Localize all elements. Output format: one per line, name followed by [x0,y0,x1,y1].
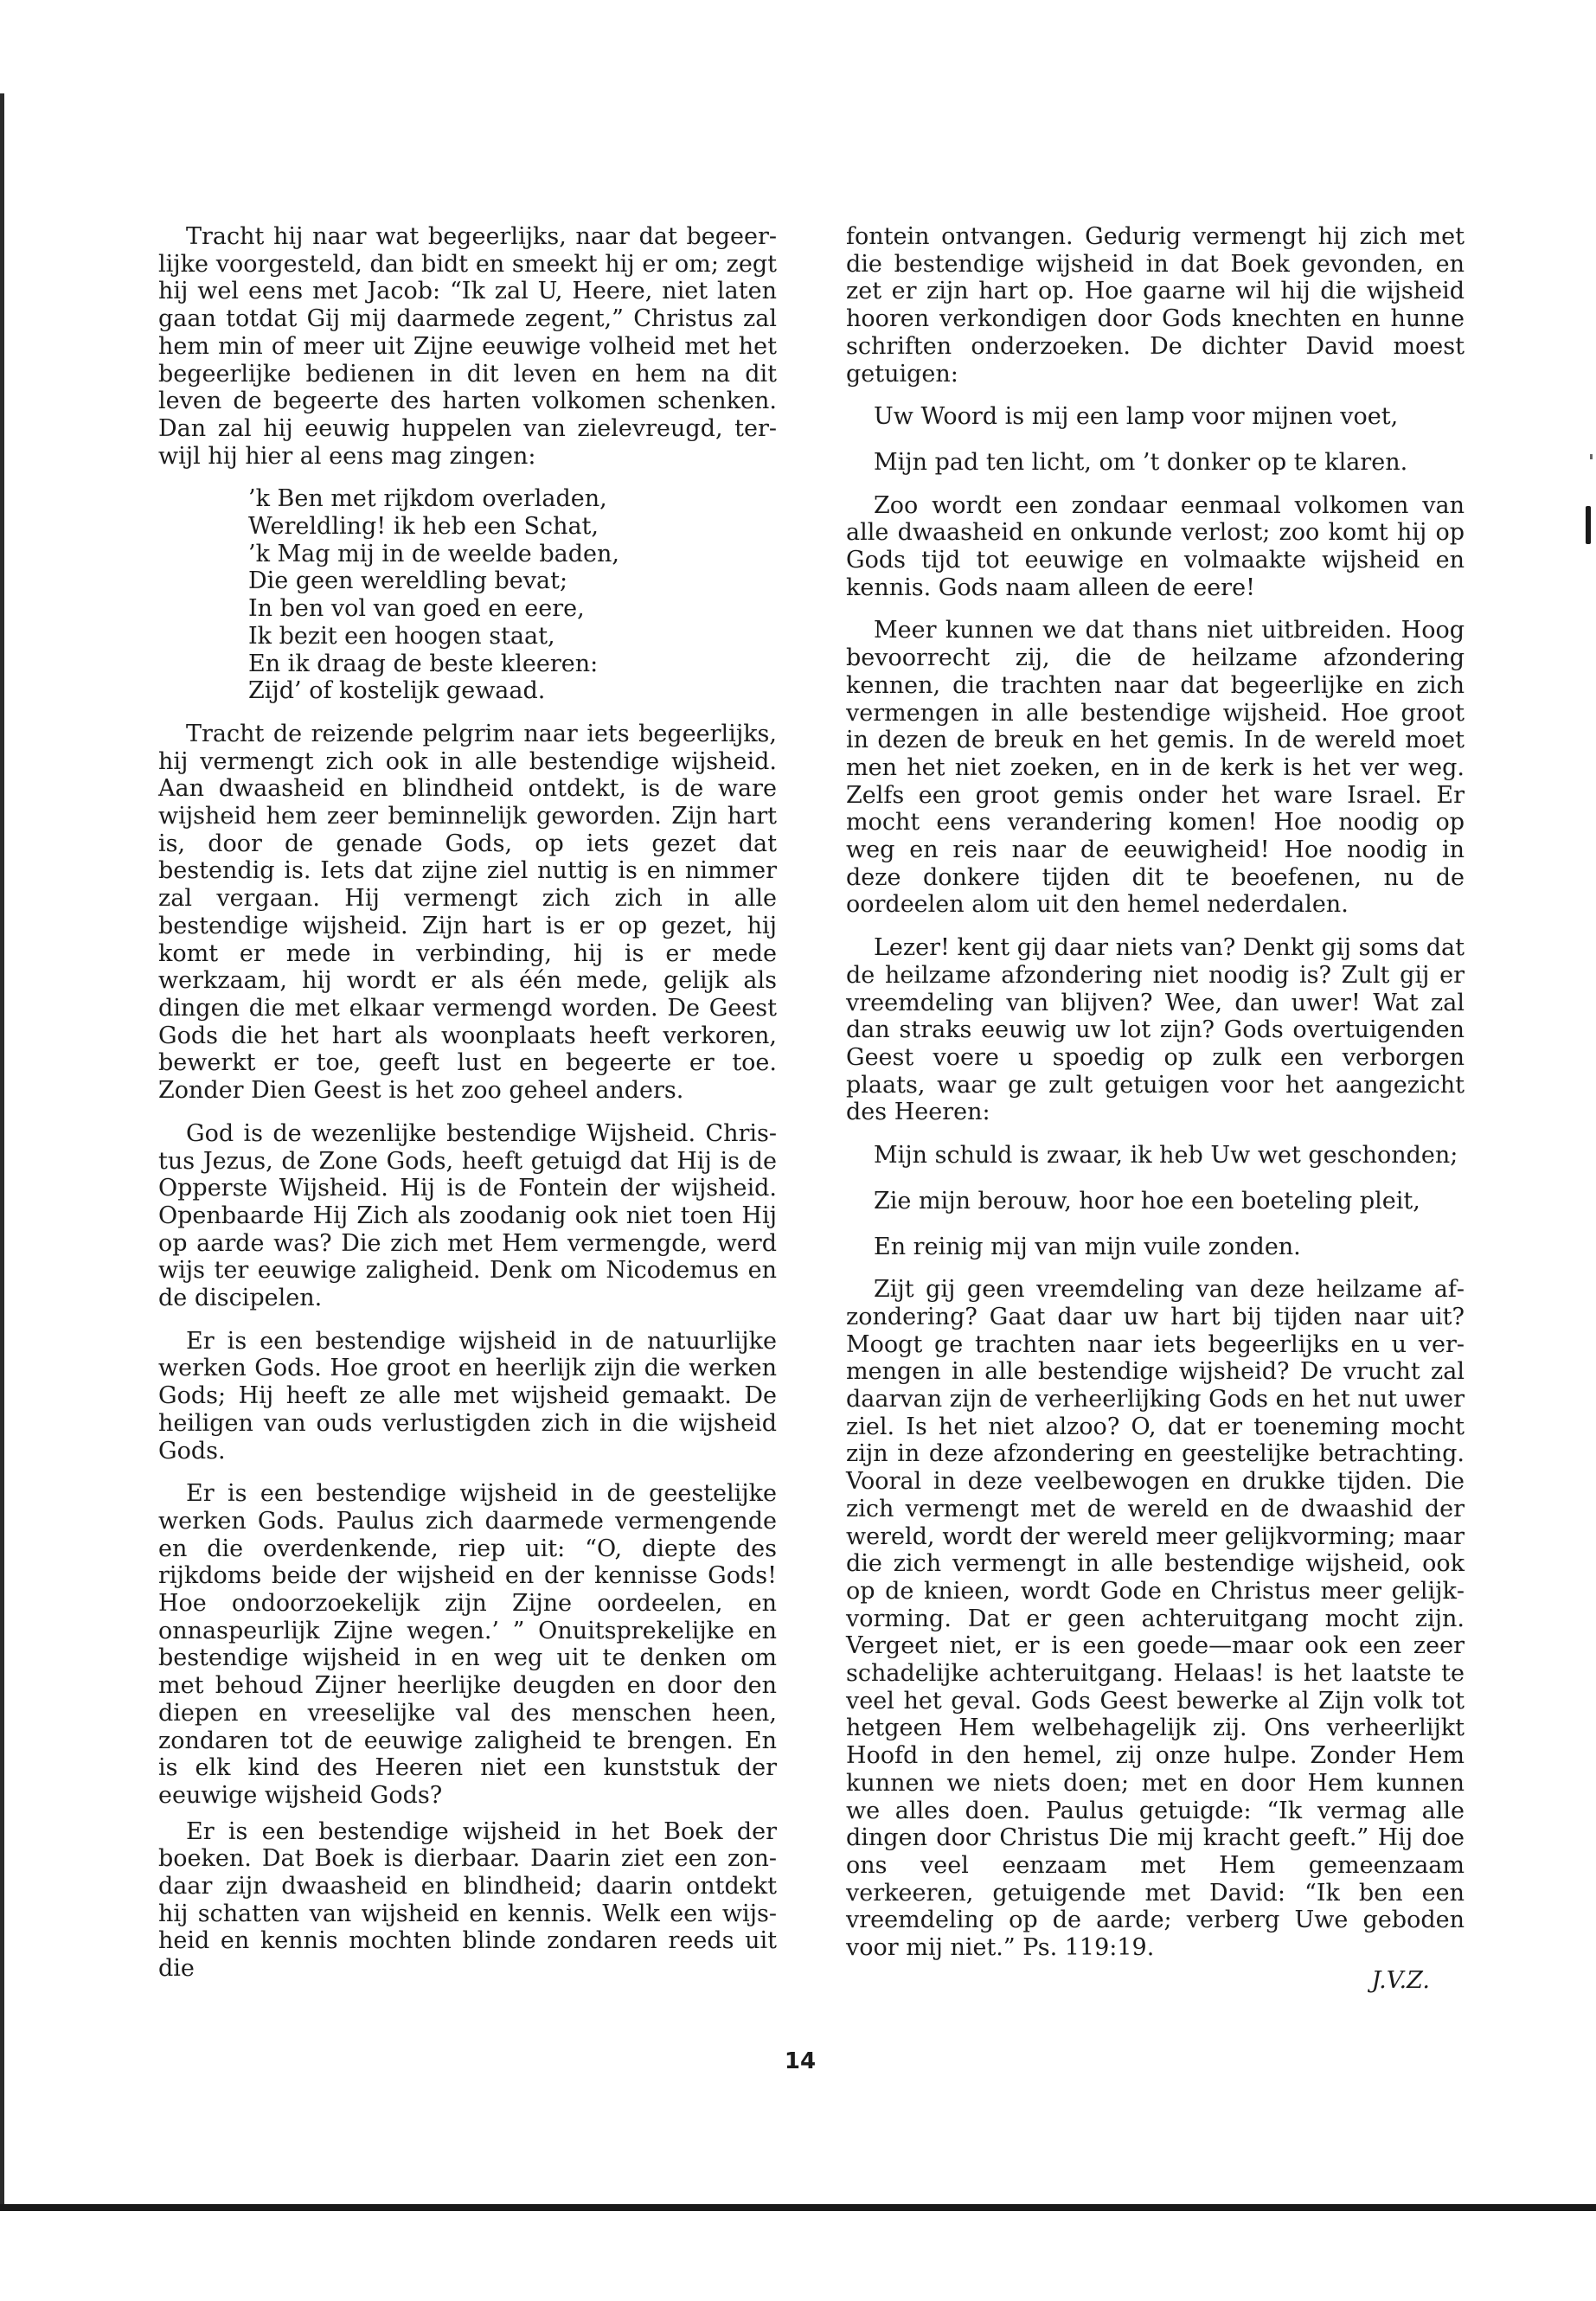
paragraph: Tracht hij naar wat begeerlijks, naar dat begeerlijke voorgesteld, dan bidt en smeekt hij er om; zegt hij wel eens met Jacob: “Ik zal U, Heere, niet laten gaan totdat Gij mij daarmede zegent,” Christus zal hem min of meer uit Zijne eeuwige volheid met het begeerlijke bedienen in dit leven en hem na dit leven de begeerte des harten volkomen schenken. Dan zal hij eeuwig huppelen van zielevreugd, terwijl hij hier al eens mag zingen: [158,223,777,470]
paragraph: Er is een bestendige wijsheid in de natuurlijke werken Gods. Hoe groot en heerlijk zijn die werken Gods; Hij heeft ze alle met wijsheid gemaakt. De heiligen van ouds verlustigden zich in die wijsheid Gods. [158,1327,777,1465]
scan-margin-top [0,0,1596,93]
verse-quote [846,1142,1465,1260]
poem-line: Wereldling! ik heb een Schat, [248,513,599,541]
verse-line: Uw Woord is mij een lamp voor mijnen voet, [874,403,1399,431]
paragraph: Meer kunnen we dat thans niet uitbreiden. Hoog bevoorrecht zij, die de heilzame afzondering kennen, die trachten naar dat begeerlijke en zich vermengen in alle bestendige wijsheid. Hoe groot in dezen de breuk en het gemis. In de wereld moet men het niet zoeken, en in de kerk is het ver weg. Zelfs een groot gemis onder het ware Israel. Er mocht eens verandering komen! Hoe noodig op weg en reis naar de eeuwigheid! Hoe noodig in deze donkere tijden dit te beoefenen, nu de oordeelen alom uit den hemel nederdalen. [846,617,1465,919]
left-column [158,223,777,1983]
verse-line: Mijn pad ten licht, om ’t donker op te klaren. [874,448,1408,476]
paragraph: Lezer! kent gij daar niets van? Denkt gij soms dat de heilzame afzondering niet noodig is? Zult gij er vreemdeling van blijven? Wee, dan uwer! Wat zal dan straks eeuwig uw lot zijn? Gods overtuigenden Geest voere u spoedig op zulk een verborgen plaats, waar ge zult getuigen voor het aangezicht des Heeren: [846,934,1465,1126]
poem [158,485,777,705]
verse-quote [846,403,1465,476]
right-column [846,223,1465,1994]
scan-speck-small [1590,454,1593,459]
paragraph: Er is een bestendige wijsheid in het Boek der boeken. Dat Boek is dierbaar. Daarin ziet een zondaar zijn dwaasheid en blindheid; daarin ontdekt hij schatten van wijsheid en kennis. Welk een wijsheid en kennis mochten blinde zondaren reeds uit die [158,1817,777,1983]
signature: J.V.Z. [1371,1966,1430,1994]
poem-line: Ik bezit een hoogen staat, [248,622,555,650]
paragraph-continued: fontein ontvangen. Gedurig vermengt hij zich met die bestendige wijsheid in dat Boek gevonden, en zet er zijn hart op. Hoe gaarne wil hij die wijsheid hooren verkondigen door Gods knechten en hunne schriften onderzoeken. De dichter David moest getuigen: [846,223,1465,388]
verse-line: En reinig mij van mijn vuile zonden. [874,1233,1301,1260]
paragraph: Zijt gij geen vreemdeling van deze heilzame afzondering? Gaat daar uw hart bij tijden naar uit? Moogt ge trachten naar iets begeerlijks en u vermengen in alle bestendige wijsheid? De vrucht zal daarvan zijn de verheerlijking Gods en het nut uwer ziel. Is het niet alzoo? O, dat er toeneming mocht zijn in deze afzondering en geestelijke betrachting. Vooral in deze veelbewogen en drukke tijden. Die zich vermengt met de wereld en de dwaashid der wereld, wordt der wereld meer gelijkvorming; maar die zich vermengt in alle bestendige wijsheid, ook op de knieen, wordt Gode en Christus meer gelijkvorming. Dat er geen achteruitgang mocht zijn. Vergeet niet, er is een goede—maar ook een zeer schadelijke achteruitgang. Helaas! is het laatste te veel het geval. Gods Geest bewerke al Zijn volk tot hetgeen Hem welbehagelijk zij. Ons verheerlijkt Hoofd in den hemel, zij onze hulpe. Zonder Hem kunnen we niets doen; met en door Hem kunnen we alles doen. Paulus getuigde: “Ik vermag alle dingen door Christus Die mij kracht geeft.” Hij doe ons veel eenzaam met Hem gemeenzaam verkeeren, getuigende met David: “Ik ben een vreemdeling op de aarde; verberg Uwe geboden voor mij niet.” Ps. 119:19. [846,1276,1465,1962]
scan-edge-bottom [0,2204,1596,2211]
poem-line: Die geen wereldling bevat; [248,567,568,595]
poem-line: ’k Mag mij in de weelde baden, [248,540,619,567]
verse-line: Zie mijn berouw, hoor hoe een boeteling pleit, [874,1187,1420,1215]
poem-line: En ik draag de beste kleeren: [248,650,599,677]
paragraph: Er is een bestendige wijsheid in de geestelijke werken Gods. Paulus zich daarmede vermengende en die overdenkende, riep uit: “O, diepte des rijkdoms beide der wijsheid en der kennisse Gods! Hoe ondoorzoekelijk zijn Zijne oordeelen, en onnaspeurlijk Zijne wegen.’ ” Onuitsprekelijke en bestendige wijsheid in en weg uit te denken om met behoud Zijner heerlijke deugden en door den diepen en vreeselijke val des menschen heen, zondaren tot de eeuwige zaligheid te brengen. En is elk kind des Heeren niet een kunststuk der eeuwige wijsheid Gods? [158,1480,777,1809]
paragraph: Zoo wordt een zondaar eenmaal volkomen van alle dwaasheid en onkunde verlost; zoo komt hij op Gods tijd tot eeuwige en volmaakte wijsheid en kennis. Gods naam alleen de eere! [846,491,1465,601]
paragraph: Tracht de reizende pelgrim naar iets begeerlijks, hij vermengt zich ook in alle bestendige wijsheid. Aan dwaasheid en blindheid ontdekt, is de ware wijsheid hem zeer beminnelijk geworden. Zijn hart is, door de genade Gods, op iets gezet dat bestendig is. Iets dat zijne ziel nuttig is en nimmer zal vergaan. Hij vermengt zich zich in alle bestendige wijsheid. Zijn hart is er op gezet, hij komt er mede in verbinding, hij is er mede werkzaam, hij wordt er als één mede, gelijk als dingen die met elkaar vermengd worden. De Geest Gods die het hart als woonplaats heeft verkoren, bewerkt er toe, geeft lust en begeerte er toe. Zonder Dien Geest is het zoo geheel anders. [158,720,777,1105]
poem-line: In ben vol van goed en eere, [248,595,585,623]
scan-edge-left [0,93,4,2204]
verse-line: Mijn schuld is zwaar, ik heb Uw wet geschonden; [874,1142,1458,1170]
poem-line: ’k Ben met rijkdom overladen, [248,485,607,513]
scan-speck [1586,506,1591,544]
poem-line: Zijd’ of kostelijk gewaad. [248,677,546,705]
page-number: 14 [784,2048,817,2074]
paragraph: God is de wezenlijke bestendige Wijsheid. Christus Jezus, de Zone Gods, heeft getuigd dat Hij is de Opperste Wijsheid. Hij is de Fontein der wijsheid. Openbaarde Hij Zich als zoodanig ook niet toen Hij op aarde was? Die zich met Hem vermengde, werd wijs ter eeuwige zaligheid. Denk om Nicodemus en de discipelen. [158,1119,777,1312]
